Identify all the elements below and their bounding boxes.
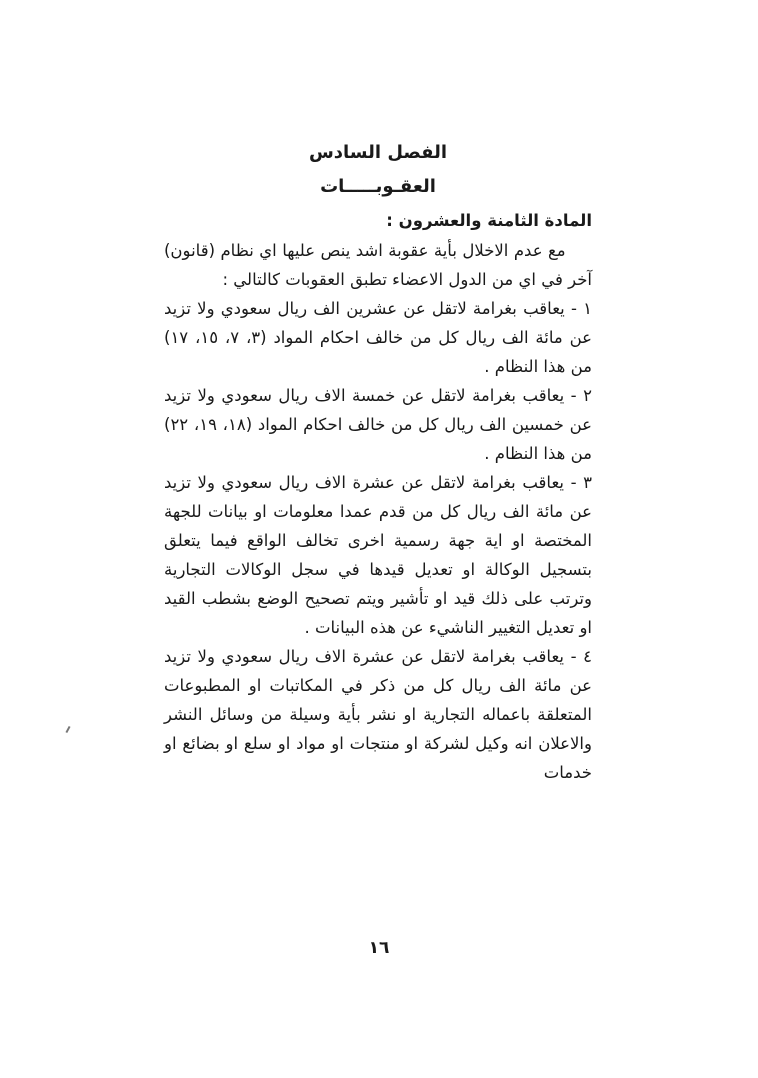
section-title: العقـوبـــــات bbox=[320, 176, 436, 197]
chapter-title: الفصل السادس bbox=[308, 142, 448, 163]
scan-artifact bbox=[65, 726, 70, 733]
page-number: ١٦ bbox=[368, 938, 390, 958]
penalty-item-3: ٣ - يعاقب بغرامة لاتقل عن عشرة الاف ريال سعودي ولا تزيد عن مائة الف ريال كل من قدم عمدا معلومات او بيانات للجهة المختصة او اية جهة رسمية اخرى تخالف الواقع فيما يتعلق بتسجيل الوكالة او تعديل قيدها في سجل الوكالات التجارية وترتب على ذلك قيد او تأشير ويتم تصحيح الوضع بشطب القيد او تعديل التغيير الناشيء عن هذه البيانات . bbox=[164, 473, 592, 637]
penalty-item-4: ٤ - يعاقب بغرامة لاتقل عن عشرة الاف ريال سعودي ولا تزيد عن مائة الف ريال كل من ذكر في المكاتبات او المطبوعات المتعلقة باعماله التجارية او نشر بأية وسيلة من وسائل النشر والاعلان انه وكيل لشركة او منتجات او مواد او سلع او بضائع او خدمات bbox=[164, 647, 592, 782]
article-heading: المادة الثامنة والعشرون : bbox=[386, 211, 592, 230]
intro-paragraph: مع عدم الاخلال بأية عقوبة اشد ينص عليها اي نظام (قانون) آخر في اي من الدول الاعضاء تطبق العقوبات كالتالي : bbox=[164, 241, 592, 289]
penalty-item-1: ١ - يعاقب بغرامة لاتقل عن عشرين الف ريال سعودي ولا تزيد عن مائة الف ريال كل من خالف احكام المواد (٣، ٧، ١٥، ١٧) من هذا النظام . bbox=[164, 299, 592, 376]
document-content bbox=[164, 138, 592, 787]
penalty-item-2: ٢ - يعاقب بغرامة لاتقل عن خمسة الاف ريال سعودي ولا تزيد عن خمسين الف ريال كل من خالف احكام المواد (١٨، ١٩، ٢٢) من هذا النظام . bbox=[164, 386, 592, 463]
